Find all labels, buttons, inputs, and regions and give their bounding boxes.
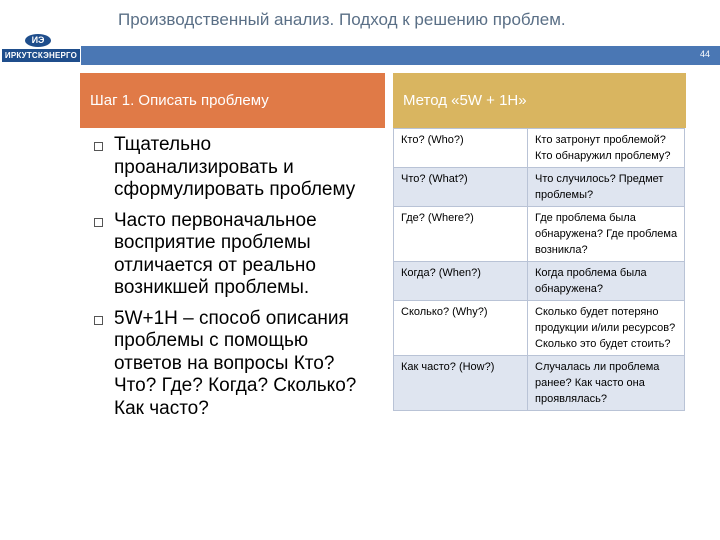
answer-cell: Сколько будет потеряно продукции и/или ресурсов? Сколько это будет стоить? bbox=[528, 301, 685, 356]
question-cell: Что? (What?) bbox=[394, 168, 528, 207]
bullet-item bbox=[92, 308, 372, 421]
checkbox-bullet-icon bbox=[94, 142, 103, 151]
answer-cell: Где проблема была обнаружена? Где проблема возникла? bbox=[528, 207, 685, 262]
bullet-text: Тщательно проанализировать и сформулировать проблему bbox=[114, 134, 356, 200]
question-cell: Где? (Where?) bbox=[394, 207, 528, 262]
header-bar bbox=[81, 46, 720, 65]
bullet-item bbox=[92, 210, 372, 300]
table-row bbox=[394, 168, 685, 207]
slide-title: Производственный анализ. Подход к решению проблем. bbox=[118, 10, 566, 29]
question-cell: Как часто? (How?) bbox=[394, 356, 528, 411]
table-row bbox=[394, 129, 685, 168]
table-row bbox=[394, 301, 685, 356]
left-panel-header: Шаг 1. Описать проблему bbox=[80, 73, 385, 128]
checkbox-bullet-icon bbox=[94, 316, 103, 325]
logo-emblem: ИЭ bbox=[25, 34, 51, 47]
company-logo bbox=[0, 32, 80, 70]
answer-cell: Когда проблема была обнаружена? bbox=[528, 262, 685, 301]
question-cell: Когда? (When?) bbox=[394, 262, 528, 301]
answer-cell: Случалась ли проблема ранее? Как часто она проявлялась? bbox=[528, 356, 685, 411]
right-panel-header: Метод «5W + 1H» bbox=[393, 73, 686, 128]
checkbox-bullet-icon bbox=[94, 218, 103, 227]
question-cell: Кто? (Who?) bbox=[394, 129, 528, 168]
table-row bbox=[394, 207, 685, 262]
answer-cell: Что случилось? Предмет проблемы? bbox=[528, 168, 685, 207]
logo-company-name: ИРКУТСКЭНЕРГО bbox=[2, 49, 80, 62]
bullet-text: 5W+1H – способ описания проблемы с помощью ответов на вопросы Кто? Что? Где? Когда? Сколько? Как часто? bbox=[114, 307, 357, 419]
bullet-item bbox=[92, 134, 372, 202]
table-row bbox=[394, 356, 685, 411]
page-number: 44 bbox=[699, 49, 710, 59]
answer-cell: Кто затронут проблемой? Кто обнаружил проблему? bbox=[528, 129, 685, 168]
table-row bbox=[394, 262, 685, 301]
bullet-list bbox=[92, 134, 372, 428]
bullet-text: Часто первоначальное восприятие проблемы отличается от реально возникшей проблемы. bbox=[114, 209, 317, 298]
method-table bbox=[393, 128, 685, 411]
question-cell: Сколько? (Why?) bbox=[394, 301, 528, 356]
